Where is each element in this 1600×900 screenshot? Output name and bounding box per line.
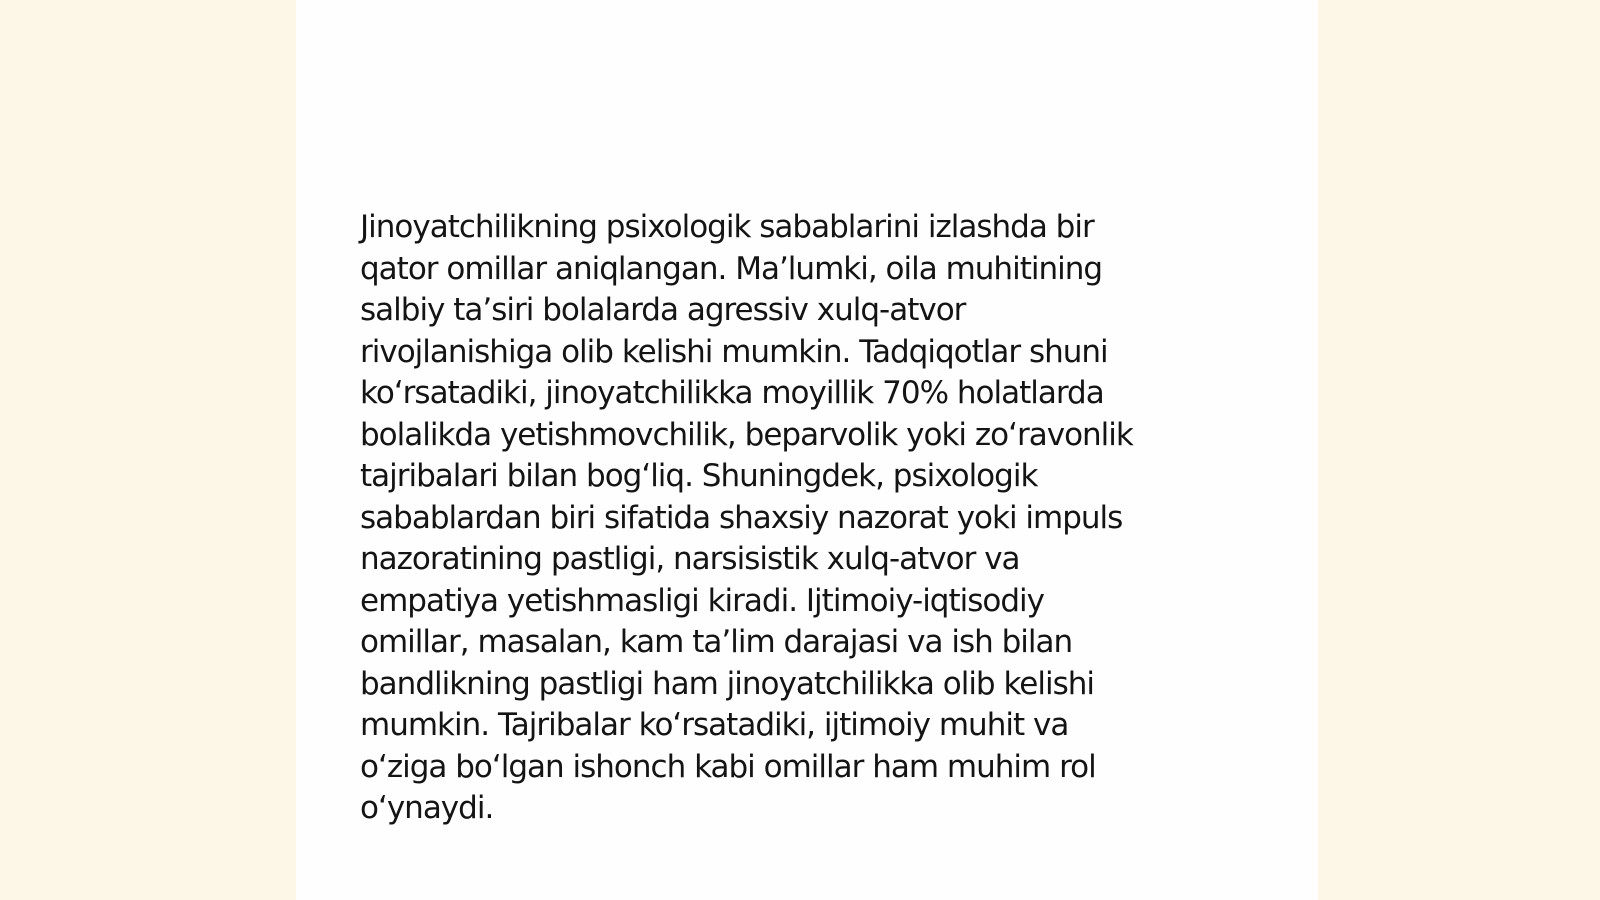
paragraph-line: o‘ynaydi.: [360, 790, 494, 826]
paragraph-line: salbiy ta’siri bolalarda agressiv xulq-atvor: [360, 292, 966, 328]
body-paragraph: [360, 207, 1240, 830]
paragraph-line: Jinoyatchilikning psixologik sabablarini izlashda bir: [360, 209, 1094, 245]
paragraph-line: ko‘rsatadiki, jinoyatchilikka moyillik 70% holatlarda: [360, 375, 1104, 411]
paragraph-line: omillar, masalan, kam ta’lim darajasi va ish bilan: [360, 624, 1073, 660]
paragraph-line: o‘ziga bo‘lgan ishonch kabi omillar ham muhim rol: [360, 748, 1096, 785]
paragraph-line: rivojlanishiga olib kelishi mumkin. Tadqiqotlar shuni: [360, 333, 1108, 370]
paragraph-line: bolalikda yetishmovchilik, beparvolik yoki zo‘ravonlik: [360, 416, 1133, 453]
paragraph-line: sabablardan biri sifatida shaxsiy nazorat yoki impuls: [360, 499, 1123, 536]
left-margin-background: [0, 0, 296, 900]
paragraph-line: qator omillar aniqlangan. Ma’lumki, oila muhitining: [360, 250, 1103, 287]
paragraph-line: empatiya yetishmasligi kiradi. Ijtimoiy-iqtisodiy: [360, 582, 1045, 619]
paragraph-line: tajribalari bilan bog‘liq. Shuningdek, psixologik: [360, 458, 1038, 494]
paragraph-line: nazoratining pastligi, narsisistik xulq-atvor va: [360, 541, 1020, 577]
paragraph-line: bandlikning pastligi ham jinoyatchilikka olib kelishi: [360, 665, 1095, 702]
right-margin-background: [1318, 0, 1600, 900]
paragraph-line: mumkin. Tajribalar ko‘rsatadiki, ijtimoiy muhit va: [360, 707, 1069, 743]
